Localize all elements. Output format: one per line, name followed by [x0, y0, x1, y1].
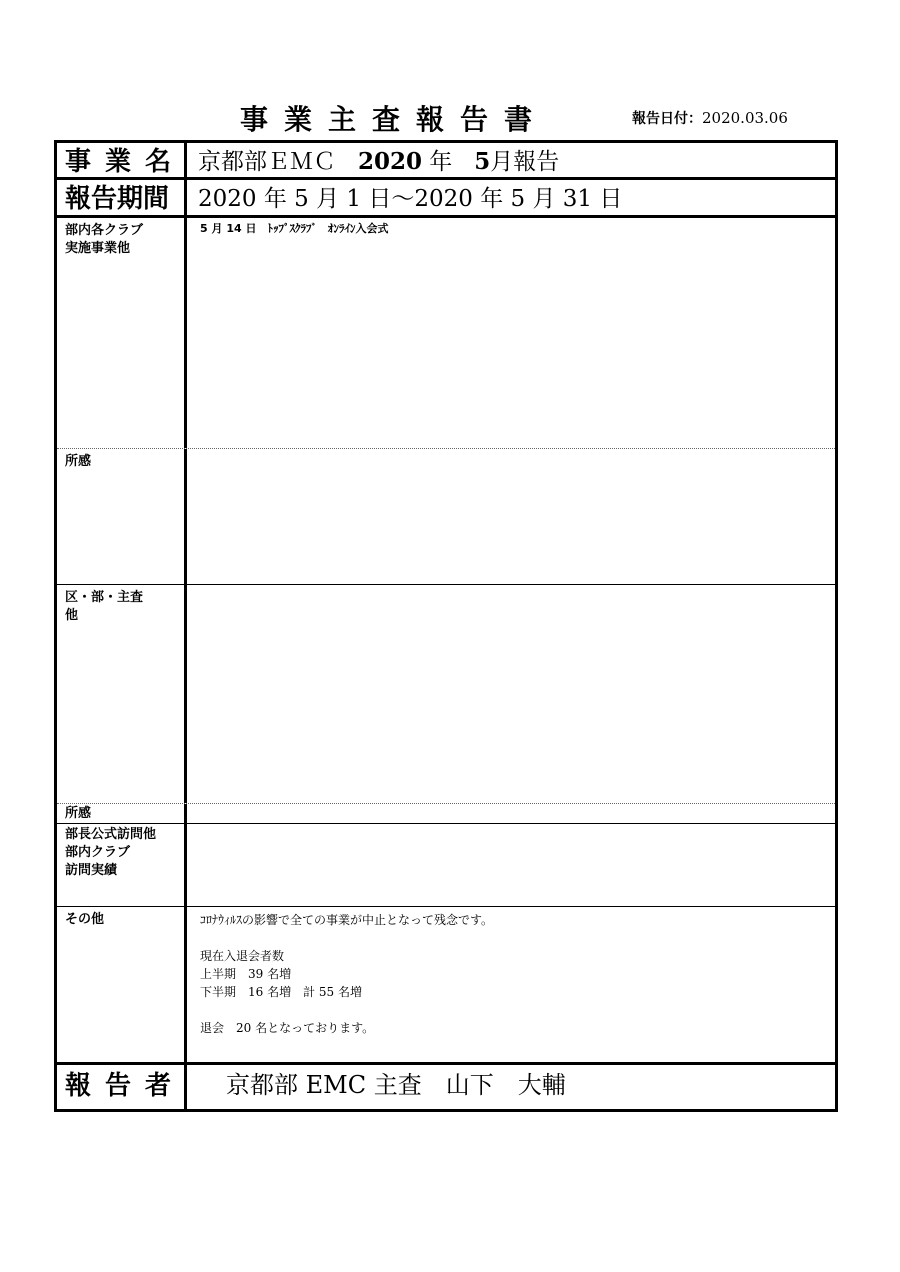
other-line: 現在入退会者数 — [200, 949, 285, 963]
official-visits-label-line1: 部長公式訪問他 — [65, 827, 157, 842]
district-label — [57, 585, 184, 625]
row-project-name — [57, 143, 835, 180]
club-events-label-line2: 実施事業他 — [65, 241, 131, 256]
impression-2-value — [190, 804, 835, 808]
reporter-label: 報告者 — [65, 1071, 186, 1101]
row-district — [57, 585, 835, 804]
row-other — [57, 907, 835, 1065]
impression-2-label-cell — [57, 804, 187, 823]
other-line: 上半期 39 名増 — [200, 967, 292, 981]
district-label-cell — [57, 585, 187, 803]
impression-1-label: 所感 — [65, 454, 92, 469]
project-name-label-cell — [57, 143, 187, 177]
report-date — [632, 108, 788, 128]
project-name-label: 事業名 — [65, 147, 186, 177]
report-period-label-cell — [57, 180, 187, 215]
official-visits-value-cell — [190, 824, 835, 906]
project-name-year: 2020 — [357, 148, 422, 175]
row-impression-2 — [57, 804, 835, 824]
document-title: 事業主査報告書 — [240, 103, 549, 136]
report-period-value: 2020 年 5 月 1 日〜2020 年 5 月 31 日 — [198, 186, 623, 212]
official-visits-label-line2: 部内クラブ — [65, 845, 131, 860]
project-name-suffix: 月報告 — [490, 149, 560, 175]
project-name-value-cell — [190, 143, 835, 177]
club-events-value: 5 月 14 日 ﾄｯﾌﾟｽｸﾗﾌﾞ ｵﾝﾗｲﾝ入会式 — [200, 222, 389, 235]
project-name-prefix: 京都部ＥＭＣ — [198, 149, 336, 175]
row-club-events — [57, 218, 835, 449]
club-events-value-cell — [190, 218, 835, 448]
other-line: ｺﾛﾅｳｨﾙｽの影響で全ての事業が中止となって残念です。 — [200, 913, 494, 927]
report-form — [54, 140, 838, 1112]
project-name-value — [190, 143, 835, 179]
official-visits-label-cell — [57, 824, 187, 906]
other-line — [200, 1001, 835, 1019]
impression-1-label-cell — [57, 449, 187, 584]
project-name-month: 5 — [474, 148, 491, 175]
other-line — [200, 929, 835, 947]
row-reporter — [57, 1065, 835, 1109]
club-events-label-line1: 部内各クラブ — [65, 223, 144, 238]
report-date-label: 報告日付： — [632, 111, 702, 127]
district-label-line2: 他 — [65, 608, 79, 623]
club-events-label-cell — [57, 218, 187, 448]
club-events-label — [57, 218, 184, 258]
district-value — [190, 585, 835, 589]
district-label-line1: 区・部・主査 — [65, 590, 144, 605]
reporter-label-cell — [57, 1065, 187, 1109]
official-visits-label — [57, 824, 184, 880]
report-date-value: 2020.03.06 — [702, 109, 788, 127]
impression-1-value — [190, 449, 835, 453]
row-impression-1 — [57, 449, 835, 585]
official-visits-value — [190, 824, 835, 828]
other-value — [190, 907, 835, 1037]
other-line: 下半期 16 名増 計 55 名増 — [200, 985, 362, 999]
other-label-cell — [57, 907, 187, 1062]
other-value-cell — [190, 907, 835, 1062]
report-period-value-cell — [190, 180, 835, 215]
impression-2-label: 所感 — [65, 806, 92, 821]
report-period-label: 報告期間 — [65, 184, 170, 214]
other-line: 退会 20 名となっております。 — [200, 1021, 375, 1035]
other-label: その他 — [65, 912, 105, 927]
reporter-value: 京都部 EMC 主査 山下 大輔 — [226, 1071, 566, 1099]
project-name-year-unit: 年 — [429, 149, 453, 175]
impression-2-value-cell — [190, 804, 835, 823]
official-visits-label-line3: 訪問実績 — [65, 863, 118, 878]
district-value-cell — [190, 585, 835, 803]
row-report-period — [57, 180, 835, 218]
reporter-value-cell — [190, 1065, 835, 1109]
row-official-visits — [57, 824, 835, 907]
impression-1-value-cell — [190, 449, 835, 584]
